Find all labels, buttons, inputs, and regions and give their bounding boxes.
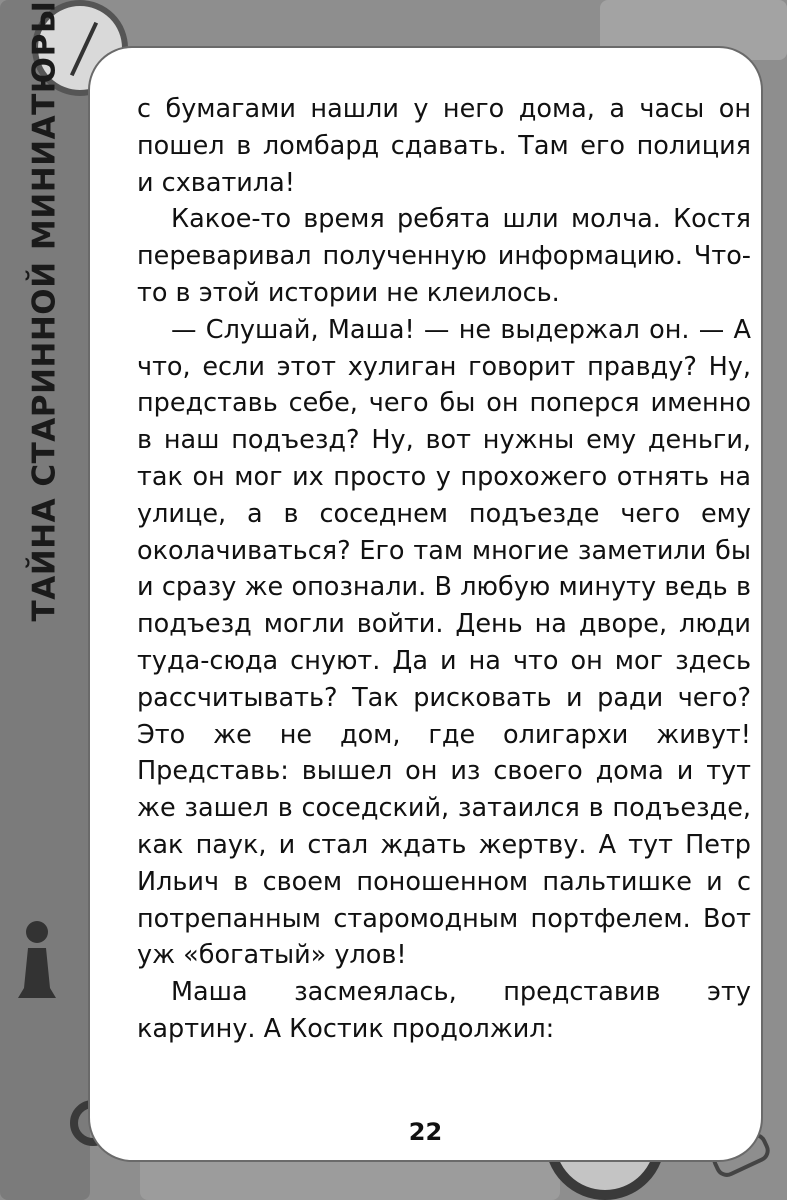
paragraph: с бумагами нашли у него дома, а часы он пошел в ломбард сдавать. Там его полиция и схватила! bbox=[137, 94, 751, 198]
page-number: 22 bbox=[408, 1118, 443, 1146]
paragraph: Какое-то время ребята шли молча. Костя переваривал полученную информацию. Что-то в этой истории не клеилось. bbox=[137, 204, 751, 308]
book-series-title bbox=[14, 0, 74, 622]
paragraph: — Слушай, Маша! — не выдержал он. — А что, если этот хулиган говорит правду? Ну, представь себе, чего бы он поперся именно в наш подъезд? Ну, вот нужны ему деньги, так он мог их просто у прохожего отнять на улице, а в соседнем подъезде чего ему околачиваться? Его там многие заметили бы и сразу же опознали. В любую минуту ведь в подъезд могли войти. День на дворе, люди туда-сюда снуют. Да и на что он мог здесь рассчитывать? Так рисковать и ради чего? Это же не дом, где олигархи живут! Представь: вышел он из своего дома и тут же зашел в соседский, затаился в подъезде, как паук, и стал ждать жертву. А тут Петр Ильич в своем поношенном пальтишке и с потрепанным старомодным портфелем. Вот уж «богатый» улов! bbox=[137, 314, 751, 971]
chess-pawn-icon bbox=[14, 918, 60, 1008]
book-series-title-text: ТАЙНА СТАРИННОЙ МИНИАТЮРЫ bbox=[26, 0, 63, 622]
paragraph: Маша засмеялась, представив эту картину. А Костик продолжил: bbox=[137, 977, 751, 1044]
page-footer bbox=[90, 0, 761, 1200]
